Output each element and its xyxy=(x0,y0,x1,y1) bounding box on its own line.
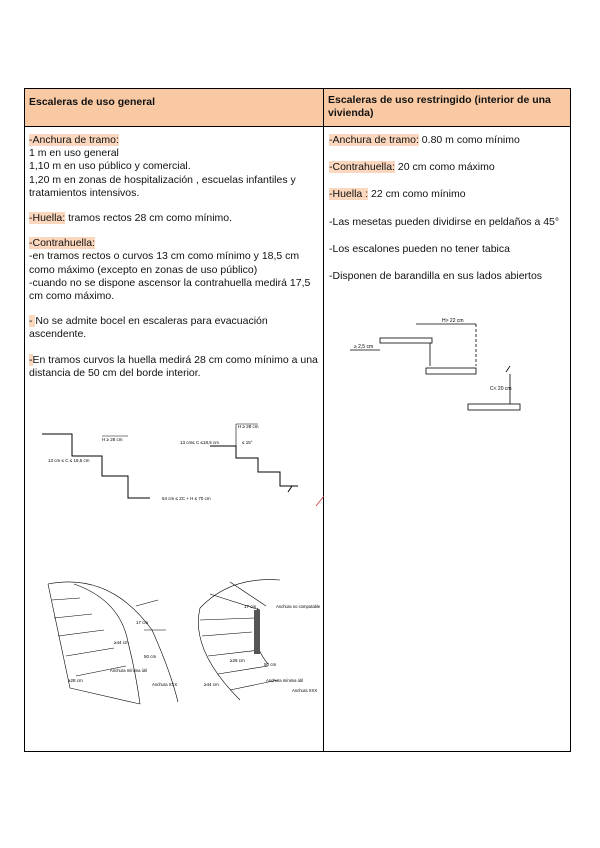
c2-44: ≥44 cm xyxy=(204,682,219,687)
r-huella-label: -Huella : xyxy=(329,188,369,201)
r-25-label: ≥ 2,5 cm xyxy=(354,344,374,350)
contrahuella-line: -cuando no se dispone ascensor la contrahuella medirá 17,5 cm como máximo. xyxy=(29,276,311,303)
stair-profile-1 xyxy=(42,434,150,498)
curved-stairs-diagram xyxy=(40,570,324,720)
c2-comp: Anchura no computable xyxy=(276,604,321,609)
c1-anchura: Anchura mínima útil xyxy=(110,668,148,673)
c2-anchura2: Anchura XXX xyxy=(292,688,318,693)
r-contrahuella-label: -Contrahuella: xyxy=(329,161,395,174)
c1-17: 17 cm xyxy=(136,620,149,625)
r-c-label: C< 20 cm xyxy=(490,386,512,392)
r-contrahuella-text: 20 cm como máximo xyxy=(394,161,495,174)
r-anchura-text: 0.80 m como mínimo xyxy=(418,134,520,146)
huella-text: tramos rectos 28 cm como mínimo. xyxy=(65,212,233,225)
anchura-line: 1,10 m en uso público y comercial. xyxy=(29,160,191,173)
curvos-text: En tramos curvos la huella medirá 28 cm como mínimo a una distancia de 50 cm del borde interior. xyxy=(29,353,318,379)
straight-stairs-diagram xyxy=(40,418,324,518)
curvos-label: - xyxy=(29,353,33,366)
r-mesetas: -Las mesetas pueden dividirse en peldaños a 45° xyxy=(329,215,560,228)
stair-profile-2 xyxy=(210,446,298,492)
anchura-line: 1,20 m en zonas de hospitalización , escuelas infantiles y tratamientos intensivos. xyxy=(29,173,296,199)
r-escalones: -Los escalones pueden no tener tabica xyxy=(329,242,510,255)
anchura-line: 1 m en uso general xyxy=(29,147,119,160)
c1-50: 50 cm xyxy=(144,654,157,659)
c1-anchura2: Anchura XXX xyxy=(152,682,178,687)
c2-28: ≥28 cm xyxy=(230,658,245,663)
d2-c-label: 13 cm≤ C ≤18,5 cm xyxy=(180,440,219,445)
r-huella-text: 22 cm como mínimo xyxy=(368,188,466,201)
huella-label: -Huella: xyxy=(29,212,66,225)
contrahuella-line: -en tramos rectos o curvos 13 cm como mínimo y 18,5 cm como máximo (excepto en zonas de uso público) xyxy=(29,250,300,276)
header-general: Escaleras de uso general xyxy=(25,89,324,127)
header-restricted: Escaleras de uso restringido (interior de una vivienda) xyxy=(324,89,570,127)
c1-28: ≥28 cm xyxy=(68,678,83,683)
d2-tabica-label: ≤ 15° xyxy=(242,440,253,445)
d1-formula: 54 cm ≤ 2C + H ≤ 70 cm xyxy=(162,496,211,501)
bocel-label: - xyxy=(29,315,36,328)
general-column xyxy=(29,134,321,380)
c2-anchura: Anchura mínima útil xyxy=(266,678,304,683)
bocel-text: No se admite bocel en escaleras para evacuación ascendente. xyxy=(29,315,268,341)
restricted-column xyxy=(329,134,569,283)
contrahuella-label: -Contrahuella: xyxy=(29,237,95,250)
d2-h-label: H ≥ 28 cm xyxy=(238,424,259,429)
r-h-label: H> 22 cm xyxy=(442,318,464,324)
anchura-label: -Anchura de tramo: xyxy=(29,134,119,146)
restricted-stairs-diagram xyxy=(350,314,530,414)
r-anchura-label: -Anchura de tramo: xyxy=(329,134,419,146)
d1-h-label: H ≥ 28 cm xyxy=(102,437,123,442)
r-barandilla: -Disponen de barandilla en sus lados abiertos xyxy=(329,270,543,283)
c2-17: 17 cm xyxy=(244,604,257,609)
c2-50: 50 cm xyxy=(264,662,277,667)
d1-c-label: 13 cm ≤ C ≤ 18,5 cm xyxy=(48,458,90,463)
c1-44: ≥44 cm xyxy=(114,640,129,645)
